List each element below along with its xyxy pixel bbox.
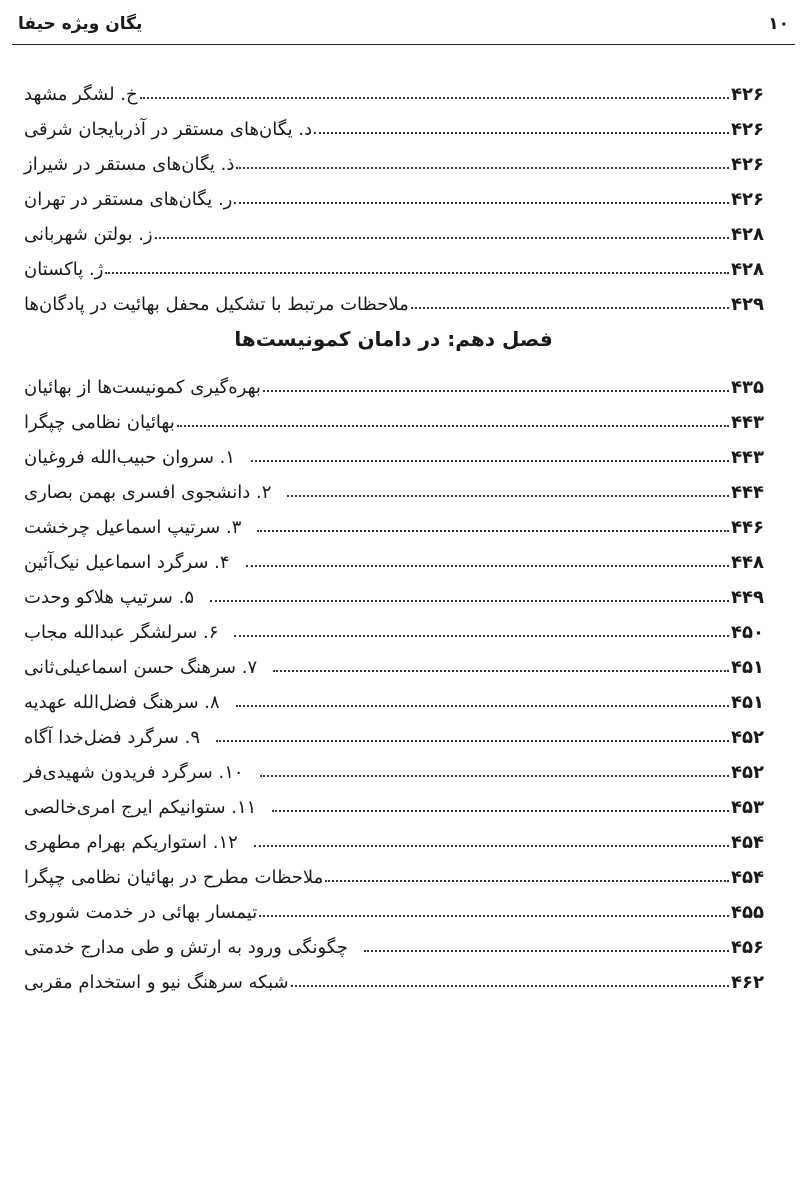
toc-entry-page: ۴۲۶: [731, 189, 764, 210]
toc-entry: [20, 818, 767, 853]
toc-entry-page: ۴۵۱: [731, 657, 764, 678]
toc-entry: [20, 280, 767, 315]
toc-entry-label: بهائیان نظامی چپگرا: [24, 412, 175, 433]
dot-leader: [210, 600, 729, 602]
page-number: ۱۰: [768, 14, 789, 34]
toc-entry-page: ۴۵۴: [731, 867, 764, 888]
toc-entry-label: ۱۲. استواریکم بهرام مطهری: [24, 832, 238, 853]
toc-entry-page: ۴۴۳: [731, 412, 764, 433]
dot-leader: [259, 915, 729, 917]
toc-entry: [20, 398, 767, 433]
toc-entry-label: ۲. دانشجوی افسری بهمن بصاری: [24, 482, 272, 503]
toc-entry: [20, 643, 767, 678]
toc-entry-label: ۴. سرگرد اسماعیل نیک‌آئین: [24, 552, 230, 573]
toc-entry-page: ۴۶۲: [731, 972, 764, 993]
dot-leader: [273, 670, 729, 672]
toc-entry: [20, 958, 767, 993]
dot-leader: [257, 530, 729, 532]
toc-entry: [20, 175, 767, 210]
toc-entry-label: ۷. سرهنگ حسن اسماعیلی‌ثانی: [24, 657, 258, 678]
toc-entry: [20, 140, 767, 175]
toc-entry-page: ۴۵۳: [731, 797, 764, 818]
toc-entry-label: د. یگان‌های مستقر در آذربایجان شرقی: [24, 119, 313, 140]
toc-entry-label: ز. بولتن شهربانی: [24, 224, 153, 245]
toc-entry-page: ۴۵۲: [731, 727, 764, 748]
toc-entry: [20, 538, 767, 573]
toc-entry-label: ۶. سرلشگر عبدالله مجاب: [24, 622, 219, 643]
toc-entry-label: ۸. سرهنگ فضل‌الله عهدیه: [24, 692, 220, 713]
toc-entry-page: ۴۴۶: [731, 517, 764, 538]
toc-entry-page: ۴۵۰: [731, 622, 764, 643]
toc-entry-label: بهره‌گیری کمونیست‌ها از بهائیان: [24, 377, 261, 398]
dot-leader: [291, 985, 729, 987]
toc-entry-page: ۴۲۶: [731, 154, 764, 175]
dot-leader: [260, 775, 729, 777]
dot-leader: [234, 635, 729, 637]
dot-leader: [234, 202, 729, 204]
dot-leader: [216, 740, 729, 742]
running-title: یگان ویژه حیفا: [18, 14, 143, 34]
toc-entry: [20, 210, 767, 245]
toc-entry-label: ملاحظات مطرح در بهائیان نظامی چپگرا: [24, 867, 324, 888]
toc-entry-label: ذ. یگان‌های مستقر در شیراز: [24, 154, 235, 175]
running-header: [12, 10, 795, 45]
toc-entry-page: ۴۴۳: [731, 447, 764, 468]
toc-entry: [20, 433, 767, 468]
toc-entry-page: ۴۵۵: [731, 902, 764, 923]
toc-entry-page: ۴۵۲: [731, 762, 764, 783]
table-of-contents: [20, 70, 767, 993]
dot-leader: [155, 237, 729, 239]
toc-entry: [20, 713, 767, 748]
toc-entry-page: ۴۲۶: [731, 119, 764, 140]
toc-entry: [20, 853, 767, 888]
toc-entry-label: ۱۰. سرگرد فریدون شهیدی‌فر: [24, 762, 244, 783]
toc-entry-label: تیمسار بهائی در خدمت شوروی: [24, 902, 258, 923]
dot-leader: [246, 565, 729, 567]
dot-leader: [177, 425, 729, 427]
toc-entry: [20, 503, 767, 538]
toc-entry-page: ۴۲۹: [731, 294, 764, 315]
dot-leader: [411, 307, 729, 309]
dot-leader: [236, 167, 729, 169]
toc-entry-page: ۴۵۴: [731, 832, 764, 853]
toc-entry-page: ۴۲۶: [731, 84, 764, 105]
toc-entry-label: ملاحظات مرتبط با تشکیل محفل بهائیت در پادگان‌ها: [24, 294, 409, 315]
toc-entry-label: ژ. پاکستان: [24, 259, 104, 280]
toc-entry-page: ۴۲۸: [731, 224, 764, 245]
dot-leader: [364, 950, 729, 952]
toc-entry-page: ۴۴۸: [731, 552, 764, 573]
toc-entry-label: ر. یگان‌های مستقر در تهران: [24, 189, 233, 210]
dot-leader: [105, 272, 729, 274]
toc-entry: [20, 923, 767, 958]
toc-entry: [20, 608, 767, 643]
dot-leader: [287, 495, 729, 497]
toc-entry-page: ۴۴۹: [731, 587, 764, 608]
toc-entry: [20, 105, 767, 140]
toc-entry-label: خ. لشگر مشهد: [24, 84, 138, 105]
toc-entry: [20, 468, 767, 503]
toc-entry-label: ۹. سرگرد فضل‌خدا آگاه: [24, 727, 200, 748]
toc-entry-page: ۴۳۵: [731, 377, 764, 398]
dot-leader: [251, 460, 729, 462]
toc-entry: [20, 783, 767, 818]
toc-entry: [20, 748, 767, 783]
toc-entry: [20, 245, 767, 280]
toc-entry-label: ۳. سرتیپ اسماعیل چرخشت: [24, 517, 242, 538]
toc-entry: [20, 888, 767, 923]
dot-leader: [272, 810, 729, 812]
toc-entry-page: ۴۵۱: [731, 692, 764, 713]
toc-entry-label: چگونگی ورود به ارتش و طی مدارج خدمتی: [24, 937, 348, 958]
toc-entry-label: ۵. سرتیپ هلاکو وحدت: [24, 587, 195, 608]
toc-entry: [20, 70, 767, 105]
dot-leader: [140, 97, 729, 99]
dot-leader: [254, 845, 729, 847]
toc-entry-page: ۴۵۶: [731, 937, 764, 958]
dot-leader: [236, 705, 729, 707]
dot-leader: [263, 390, 729, 392]
toc-entry: [20, 363, 767, 398]
dot-leader: [314, 132, 729, 134]
toc-entry-page: ۴۲۸: [731, 259, 764, 280]
toc-entry: [20, 573, 767, 608]
toc-entry-label: ۱. سروان حبیب‌الله فروغیان: [24, 447, 236, 468]
chapter-heading: فصل دهم: در دامان کمونیست‌ها: [234, 327, 553, 351]
dot-leader: [325, 880, 729, 882]
toc-entry: [20, 678, 767, 713]
toc-entry-label: ۱۱. ستوانیکم ایرج امری‌خالصی: [24, 797, 257, 818]
toc-entry-page: ۴۴۴: [731, 482, 764, 503]
toc-entry-label: شبکه سرهنگ نیو و استخدام مقربی: [24, 972, 289, 993]
